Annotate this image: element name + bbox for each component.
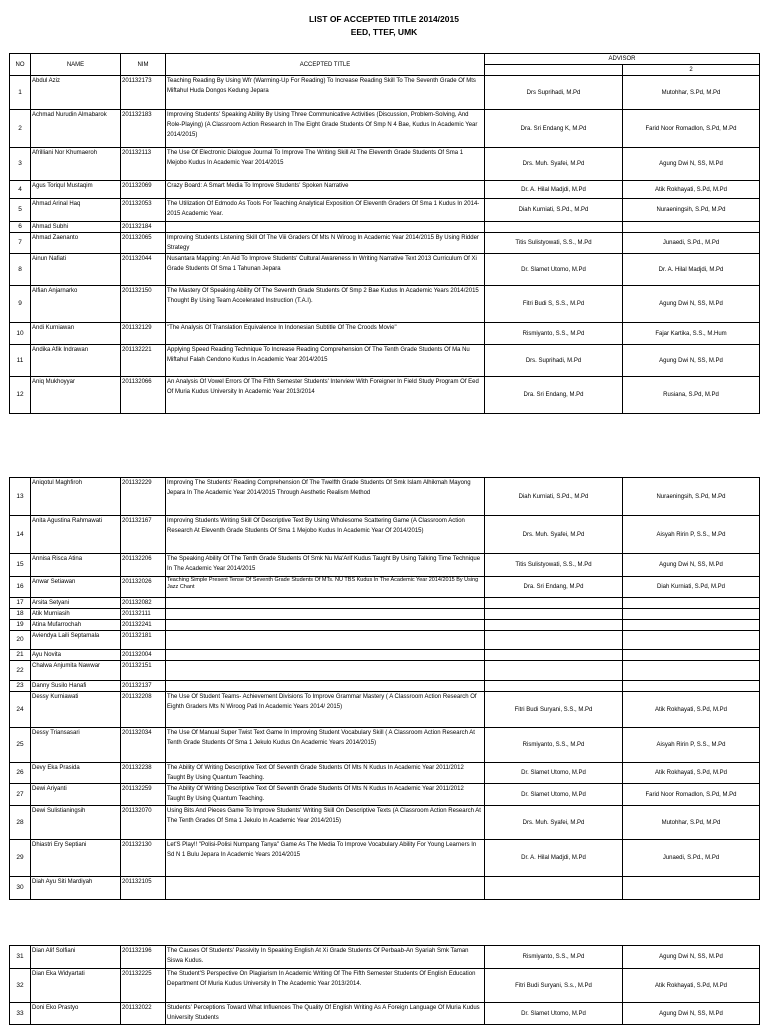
row-title: [166, 650, 485, 661]
row-advisor-1: [485, 598, 623, 609]
table-row: [10, 763, 760, 784]
row-name: Anita Agustina Rahmawati: [31, 516, 121, 554]
row-nim: 201132044: [121, 254, 166, 286]
row-no: 12: [10, 377, 31, 414]
row-title: [166, 598, 485, 609]
row-advisor-2: Diah Kurniati, S.Pd, M.Pd: [623, 577, 760, 598]
row-name: Ahmad Subhi: [31, 222, 121, 233]
row-name: Chalwa Anjumita Nawwar: [31, 661, 121, 681]
row-title: [166, 661, 485, 681]
row-no: 30: [10, 877, 31, 900]
row-advisor-1: [485, 609, 623, 620]
header-name: NAME: [31, 54, 121, 76]
row-advisor-1: Fitri Budi Suryani, S.s., M.Pd: [485, 969, 623, 1003]
row-nim: 201132229: [121, 478, 166, 516]
row-advisor-1: Rismiyanto, S.S., M.Pd: [485, 323, 623, 345]
header-no: NO: [10, 54, 31, 76]
row-title: An Analysis Of Vowel Errors Of The Fifth Semester Students' Interview With Foreigner In Field Study Program Of Eed Of Muria Kudus University In Academic Year 2013/2014: [166, 377, 485, 414]
table-row: [10, 199, 760, 222]
row-advisor-1: [485, 681, 623, 692]
row-no: 23: [10, 681, 31, 692]
accepted-titles-table-2: [9, 477, 760, 900]
row-nim: 201132183: [121, 110, 166, 148]
table-row: [10, 478, 760, 516]
row-name: Devy Eka Prasida: [31, 763, 121, 784]
row-name: Aniq Mukhoyyar: [31, 377, 121, 414]
row-title: Crazy Board: A Smart Media To Improve Students' Spoken Narrative: [166, 181, 485, 199]
row-title: The Use Of Electronic Dialogue Journal To Improve The Writing Skill At The Eleventh Grade Students Of Sma 1 Mejobo Kudus In Academic Year 2014/2015: [166, 148, 485, 181]
table-row: [10, 728, 760, 763]
row-nim: 201132111: [121, 609, 166, 620]
row-name: Abdul Aziz: [31, 76, 121, 110]
table-row: [10, 946, 760, 969]
table-row: [10, 148, 760, 181]
row-advisor-2: Rusiana, S.Pd, M.Pd: [623, 377, 760, 414]
row-title: The Speaking Ability Of The Tenth Grade Students Of Smk Nu Ma'Arif Kudus Taught By Using Talking Time Technique In The Academic Year 2014/2015: [166, 554, 485, 577]
table-row: [10, 554, 760, 577]
row-no: 26: [10, 763, 31, 784]
row-title: Nusantara Mapping: An Aid To Improve Students' Cultural Awareness In Writing Narrative Text 2013 Curriculum Of Xi Grade Students Of Sma 1 Tahunan Jepara: [166, 254, 485, 286]
row-nim: 201132196: [121, 946, 166, 969]
row-name: Dewi Ariyanti: [31, 784, 121, 806]
row-name: Ahmad Arinal Haq: [31, 199, 121, 222]
row-advisor-1: [485, 877, 623, 900]
row-advisor-2: Aisyah Ririn P, S.S., M.Pd: [623, 728, 760, 763]
row-title: [166, 620, 485, 631]
row-advisor-2: [623, 681, 760, 692]
row-no: 21: [10, 650, 31, 661]
row-nim: 201132208: [121, 692, 166, 728]
row-nim: 201132184: [121, 222, 166, 233]
table-row: [10, 323, 760, 345]
row-advisor-2: Junaedi, S.Pd., M.Pd: [623, 840, 760, 877]
row-advisor-2: Aisyah Ririn P, S.S., M.Pd: [623, 516, 760, 554]
table-row: [10, 784, 760, 806]
row-name: Annisa Risca Atina: [31, 554, 121, 577]
row-title: The Use Of Manual Super Twist Text Game In Improving Student Vocabulary Skill ( A Classroom Action Research At Tenth Grade Students Of Sma 1 Jekulo Kudus On Academic Years 2014/2015): [166, 728, 485, 763]
row-title: The Utilization Of Edmodo As Tools For Teaching Analytical Exposition Of Eleventh Graders Of Sma 1 Kudus In 2014-2015 Academic Year.: [166, 199, 485, 222]
row-nim: 201132221: [121, 345, 166, 377]
row-title: [166, 681, 485, 692]
row-title: The Use Of Student Teams- Achievement Divisions To Improve Grammar Mastery ( A Classroom Action Research Of Eighth Graders Mts N Wiroog Pati In Academic Years 2014/ 2015): [166, 692, 485, 728]
row-nim: 201132241: [121, 620, 166, 631]
table-row: [10, 110, 760, 148]
row-advisor-2: Farid Noor Romadlon, S.Pd, M.Pd: [623, 110, 760, 148]
row-no: 7: [10, 233, 31, 254]
row-no: 5: [10, 199, 31, 222]
row-no: 11: [10, 345, 31, 377]
row-advisor-1: Dra. Sri Endang, M.Pd: [485, 377, 623, 414]
row-advisor-1: [485, 222, 623, 233]
row-advisor-1: Dr. Slamet Utomo, M.Pd: [485, 1003, 623, 1025]
row-title: The Causes Of Students' Passivity In Speaking English At Xi Grade Students Of Perbaab-An Syariah Smk Taman Siswa Kudus.: [166, 946, 485, 969]
row-title: Applying Speed Reading Technique To Increase Reading Comprehension Of The Tenth Grade Students Of Ma Nu Miftahul Falah Cendono Kudus In Academic Year 2014/2015: [166, 345, 485, 377]
row-advisor-2: Nuraeningsih, S.Pd, M.Pd: [623, 478, 760, 516]
row-advisor-2: [623, 650, 760, 661]
row-name: Afrilliani Nor Khumaeroh: [31, 148, 121, 181]
row-advisor-2: Agung Dwi N, SS, M.Pd: [623, 286, 760, 323]
row-title: Improving Students Listening Skill Of The Viii Graders Of Mts N Wiroog In Academic Year 2014/2015 By Using Ridder Strategy: [166, 233, 485, 254]
table-row: [10, 692, 760, 728]
document-subtitle: EED, TTEF, UMK: [350, 27, 418, 37]
row-advisor-2: [623, 598, 760, 609]
row-name: Ainun Nafiati: [31, 254, 121, 286]
row-nim: 201132167: [121, 516, 166, 554]
row-title: "The Analysis Of Translation Equivalence In Indonesian Subtitle Of The Croods Movie": [166, 323, 485, 345]
row-advisor-2: Mutohhar, S.Pd, M.Pd: [623, 76, 760, 110]
table-row: [10, 1003, 760, 1025]
row-title: Improving Students Writing Skill Of Descriptive Text By Using Wholesome Scattering Game (A Classroom Action Research At Eleventh Grade Students Of Sma 1 Mejobo Kudus In Academic Year Of 2014/2015): [166, 516, 485, 554]
row-nim: 201132113: [121, 148, 166, 181]
table-row: [10, 377, 760, 414]
row-advisor-1: Dr. Slamet Utomo, M.Pd: [485, 254, 623, 286]
row-advisor-1: Fitri Budi Suryani, S.S., M.Pd: [485, 692, 623, 728]
row-advisor-1: Rismiyanto, S.S., M.Pd: [485, 946, 623, 969]
row-no: 27: [10, 784, 31, 806]
table-row: [10, 254, 760, 286]
row-nim: 201132004: [121, 650, 166, 661]
row-advisor-1: Dr. A. Hilal Madjdi, M.Pd: [485, 181, 623, 199]
row-no: 22: [10, 661, 31, 681]
row-title: [166, 877, 485, 900]
header-advisor: ADVISOR: [485, 54, 760, 65]
row-advisor-1: Drs. Muh. Syafei, M.Pd: [485, 148, 623, 181]
row-name: Doni Eko Prastyo: [31, 1003, 121, 1025]
row-advisor-2: [623, 877, 760, 900]
row-no: 31: [10, 946, 31, 969]
row-advisor-2: Fajar Kartika, S.S., M.Hum: [623, 323, 760, 345]
row-advisor-1: [485, 661, 623, 681]
row-title: [166, 609, 485, 620]
table-row: [10, 577, 760, 598]
row-name: Danny Susilo Hanafi: [31, 681, 121, 692]
table-row: [10, 233, 760, 254]
row-no: 19: [10, 620, 31, 631]
row-advisor-1: Drs. Muh. Syafei, M.Pd: [485, 516, 623, 554]
row-no: 9: [10, 286, 31, 323]
row-name: Aviendya Laili Septamala: [31, 631, 121, 650]
row-title: Teaching Reading By Using Wfr (Warming-Up For Reading) To Increase Reading Skill To The Seventh Grade Of Mts Miftahul Huda Dongos Kedung Jepara: [166, 76, 485, 110]
table-row: [10, 222, 760, 233]
row-name: Alfian Anjarnarko: [31, 286, 121, 323]
row-advisor-2: [623, 631, 760, 650]
row-nim: 201132066: [121, 377, 166, 414]
row-name: Diah Ayu Siti Mardiyah: [31, 877, 121, 900]
header-advisor-2: 2: [623, 65, 760, 76]
row-nim: 201132130: [121, 840, 166, 877]
row-no: 16: [10, 577, 31, 598]
row-nim: 201132181: [121, 631, 166, 650]
row-name: Atina Mufarrochah: [31, 620, 121, 631]
row-nim: 201132206: [121, 554, 166, 577]
row-name: Anwar Setiawan: [31, 577, 121, 598]
row-title: Using Bits And Pieces Game To Improve Students' Writing Skill On Descriptive Texts (A Classroom Action Research At The Tenth Grades Of Sma 1 Jekulo In Academic Year 2014/2015): [166, 806, 485, 840]
row-nim: 201132034: [121, 728, 166, 763]
row-title: The Ability Of Writing Descriptive Text Of Seventh Grade Students Of Mts N Kudus In Academic Year 2011/2012 Taught By Using Quantum Teaching.: [166, 763, 485, 784]
row-name: Agus Toriqul Mustaqim: [31, 181, 121, 199]
row-name: Aniqotul Maghfiroh: [31, 478, 121, 516]
row-name: Arsita Setyani: [31, 598, 121, 609]
row-advisor-2: [623, 609, 760, 620]
row-name: Ahmad Zaenanto: [31, 233, 121, 254]
row-name: Dewi Sulistianingsih: [31, 806, 121, 840]
row-name: Atik Murniasih: [31, 609, 121, 620]
row-no: 24: [10, 692, 31, 728]
row-advisor-1: [485, 631, 623, 650]
row-name: Andi Kurniawan: [31, 323, 121, 345]
table-row: [10, 650, 760, 661]
row-advisor-2: Agung Dwi N, SS, M.Pd: [623, 1003, 760, 1025]
row-name: Dian Eka Widyartati: [31, 969, 121, 1003]
row-name: Dian Alif Solfiani: [31, 946, 121, 969]
table-row: [10, 76, 760, 110]
row-no: 10: [10, 323, 31, 345]
table-row: [10, 620, 760, 631]
table-row: [10, 969, 760, 1003]
row-nim: 201132259: [121, 784, 166, 806]
header-advisor-1: 1: [485, 65, 623, 76]
row-advisor-1: Drs. Muh. Syafei, M.Pd: [485, 806, 623, 840]
row-advisor-2: Agung Dwi N, SS, M.Pd: [623, 946, 760, 969]
row-nim: 201132022: [121, 1003, 166, 1025]
row-advisor-2: Mutohhar, S.Pd, M.Pd: [623, 806, 760, 840]
row-no: 4: [10, 181, 31, 199]
row-advisor-2: Atik Rokhayati, S.Pd, M.Pd: [623, 692, 760, 728]
accepted-titles-table-1: [9, 53, 760, 414]
row-nim: 201132105: [121, 877, 166, 900]
row-nim: 201132069: [121, 181, 166, 199]
table-row: [10, 806, 760, 840]
row-name: Dessy Kurniawati: [31, 692, 121, 728]
row-advisor-1: Diah Kurniati, S.Pd., M.Pd: [485, 199, 623, 222]
row-nim: 201132238: [121, 763, 166, 784]
row-advisor-1: Titis Sulistyowati, S.S., M.Pd: [485, 554, 623, 577]
table-row: [10, 631, 760, 650]
row-no: 6: [10, 222, 31, 233]
row-title: The Ability Of Writing Descriptive Text Of Seventh Grade Students Of Mts N Kudus In Academic Year 2011/2012 Taught By Using Quantum Teaching.: [166, 784, 485, 806]
row-no: 33: [10, 1003, 31, 1025]
table-row: [10, 181, 760, 199]
accepted-titles-table-3: [9, 945, 760, 1025]
table-row: [10, 345, 760, 377]
row-advisor-1: [485, 650, 623, 661]
row-nim: 201132137: [121, 681, 166, 692]
row-title: Let'S Play!! "Polisi-Polisi Numpang Tanya" Game As The Media To Improve Vocabulary Ability For Young Learners In Sd N 1 Bulu Jepara In Academic Years 2014/2015: [166, 840, 485, 877]
document-title: LIST OF ACCEPTED TITLE 2014/2015: [309, 14, 459, 24]
row-name: Ayu Novita: [31, 650, 121, 661]
row-advisor-2: Agung Dwi N, SS, M.Pd: [623, 148, 760, 181]
row-advisor-1: Dr. Slamet Utomo, M.Pd: [485, 763, 623, 784]
row-title: The Mastery Of Speaking Ability Of The Seventh Grade Students Of Smp 2 Bae Kudus In Academic Years 2014/2015 Thought By Using Team Accelerated Instruction (T.A.I).: [166, 286, 485, 323]
row-name: Dhiastri Ery Septiani: [31, 840, 121, 877]
row-advisor-1: Dra. Sri Endang K, M.Pd: [485, 110, 623, 148]
row-no: 18: [10, 609, 31, 620]
row-no: 1: [10, 76, 31, 110]
row-advisor-2: [623, 661, 760, 681]
row-title: Improving Students' Speaking Ability By Using Three Communicative Activities (Discussion, Problem-Solving, And Role-Playing) (A Classroom Action Research In The Eight Grade Students Of Smp N 4 Bae, Kudus In Academic Year 2014/2015): [166, 110, 485, 148]
row-title: [166, 222, 485, 233]
row-nim: 201132082: [121, 598, 166, 609]
row-nim: 201132065: [121, 233, 166, 254]
row-no: 20: [10, 631, 31, 650]
row-no: 32: [10, 969, 31, 1003]
table-row: [10, 516, 760, 554]
row-title: Teaching Simple Present Tense Of Seventh Grade Students Of MTs. NU TBS Kudus In The Academic Year 2014/2015 By Using Jazz Chant: [166, 577, 485, 598]
row-nim: 201132150: [121, 286, 166, 323]
table-row: [10, 840, 760, 877]
row-advisor-2: Farid Noor Romadlon, S.Pd, M.Pd: [623, 784, 760, 806]
table-row: [10, 286, 760, 323]
row-advisor-1: Drs. Suprihadi, M.Pd: [485, 345, 623, 377]
row-advisor-2: Atik Rokhayati, S.Pd, M.Pd: [623, 763, 760, 784]
row-advisor-1: Titis Sulistyowati, S.S., M.Pd: [485, 233, 623, 254]
row-advisor-2: [623, 620, 760, 631]
row-title: Improving The Students' Reading Comprehension Of The Twelfth Grade Students Of Smk Islam Alhikmah Mayong Jepara In The Academic Year 2014/2015 Through Aesthetic Realism Method: [166, 478, 485, 516]
row-advisor-1: Dr. A. Hilal Madjdi, M.Pd: [485, 840, 623, 877]
row-advisor-1: [485, 620, 623, 631]
table-row: [10, 661, 760, 681]
row-advisor-2: [623, 222, 760, 233]
row-advisor-2: Agung Dwi N, SS, M.Pd: [623, 345, 760, 377]
row-title: The Student'S Perspective On Plagiarism In Academic Writing Of The Fifth Semester Students Of English Education Department Of Muria Kudus University In The Academic Year 2013/2014.: [166, 969, 485, 1003]
row-no: 25: [10, 728, 31, 763]
row-advisor-1: Dr. Slamet Utomo, M.Pd: [485, 784, 623, 806]
row-advisor-1: Diah Kurniati, S.Pd., M.Pd: [485, 478, 623, 516]
row-no: 14: [10, 516, 31, 554]
table-row: [10, 609, 760, 620]
row-name: Dessy Triansasari: [31, 728, 121, 763]
row-title: Students' Perceptions Toward What Influences The Quality Of English Writing As A Foreign Language Of Muria Kudus University Students: [166, 1003, 485, 1025]
row-advisor-2: Atik Rokhayati, S.Pd, M.Pd: [623, 969, 760, 1003]
row-no: 3: [10, 148, 31, 181]
row-nim: 201132173: [121, 76, 166, 110]
row-advisor-1: Dra. Sri Endang, M.Pd: [485, 577, 623, 598]
row-nim: 201132026: [121, 577, 166, 598]
table-row: [10, 681, 760, 692]
row-no: 15: [10, 554, 31, 577]
row-advisor-2: Atik Rokhayati, S.Pd, M.Pd: [623, 181, 760, 199]
row-no: 17: [10, 598, 31, 609]
row-advisor-2: Nuraeningsih, S.Pd, M.Pd: [623, 199, 760, 222]
row-nim: 201132129: [121, 323, 166, 345]
row-nim: 201132151: [121, 661, 166, 681]
row-advisor-1: Rismiyanto, S.S., M.Pd: [485, 728, 623, 763]
table-row: [10, 877, 760, 900]
row-advisor-2: Dr. A. Hilal Madjdi, M.Pd: [623, 254, 760, 286]
header-title: ACCEPTED TITLE: [166, 54, 485, 76]
row-no: 2: [10, 110, 31, 148]
row-nim: 201132070: [121, 806, 166, 840]
row-title: [166, 631, 485, 650]
row-advisor-2: Agung Dwi N, SS, M.Pd: [623, 554, 760, 577]
row-no: 13: [10, 478, 31, 516]
row-advisor-2: Junaedi, S.Pd., M.Pd: [623, 233, 760, 254]
row-advisor-1: Drs Suprihadi, M.Pd: [485, 76, 623, 110]
row-no: 29: [10, 840, 31, 877]
header-nim: NIM: [121, 54, 166, 76]
table-row: [10, 598, 760, 609]
row-name: Andika Afik Indrawan: [31, 345, 121, 377]
row-no: 28: [10, 806, 31, 840]
row-nim: 201132225: [121, 969, 166, 1003]
row-nim: 201132053: [121, 199, 166, 222]
row-name: Achmad Nurudin Almabarok: [31, 110, 121, 148]
row-no: 8: [10, 254, 31, 286]
row-advisor-1: Fitri Budi S, S.S., M.Pd: [485, 286, 623, 323]
